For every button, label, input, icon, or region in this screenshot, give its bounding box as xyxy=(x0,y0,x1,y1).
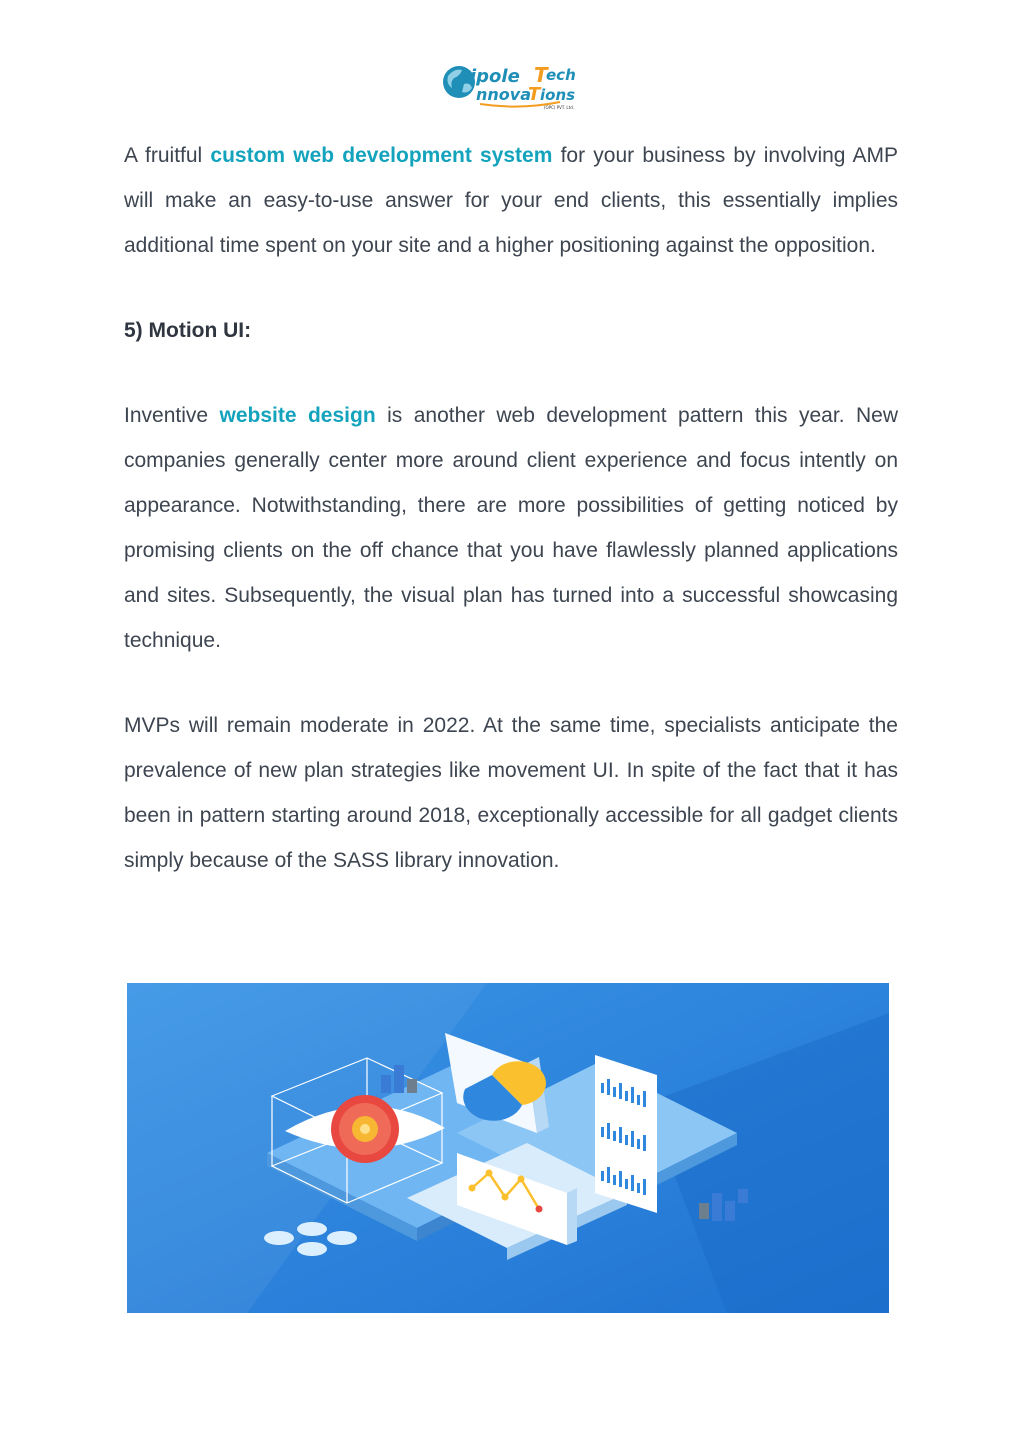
bar-chart-icon xyxy=(595,1055,657,1213)
isometric-dashboard-illustration xyxy=(127,983,889,1313)
svg-text:nnova: nnova xyxy=(476,85,531,104)
svg-text:ipole: ipole xyxy=(470,66,520,87)
motion-ui-illustration xyxy=(127,983,889,1313)
mvp-paragraph: MVPs will remain moderate in 2022. At the same time, specialists anticipate the prevalence of new plan strategies like movement UI. In spite of the fact that it has been in pattern starting around 2018, exceptionally accessible for all gadget clients simply because of the SASS library innovation. xyxy=(124,714,898,872)
intro-text-start: A fruitful xyxy=(124,144,211,167)
section-heading: 5) Motion UI: xyxy=(124,319,252,342)
svg-text:(OPC) PVT. Ltd.: (OPC) PVT. Ltd. xyxy=(544,105,575,110)
company-logo xyxy=(440,58,584,112)
svg-text:T: T xyxy=(528,84,541,105)
custom-web-development-link[interactable]: custom web development system xyxy=(210,144,553,167)
globe-icon xyxy=(440,58,584,112)
motion-ui-paragraph xyxy=(124,393,898,663)
svg-text:ech: ech xyxy=(546,66,576,84)
article-body xyxy=(124,133,898,923)
svg-text:T: T xyxy=(534,63,548,87)
motion-text-start: Inventive xyxy=(124,404,220,427)
motion-text-end: is another web development pattern this year. New companies generally center more around client experience and focus intently on appearance. Notwithstanding, there are more possibilities of getting noticed by promising clients on the off chance that you have flawlessly planned applications and sites. Subsequently, the visual plan has turned into a successful showcasing technique. xyxy=(124,404,898,652)
intro-paragraph xyxy=(124,133,898,268)
website-design-link[interactable]: website design xyxy=(219,404,376,427)
svg-text:ions: ions xyxy=(540,86,576,104)
intro-text-end: for your business by involving AMP will make an easy-to-use answer for your end clients, this essentially implies additional time spent on your site and a higher positioning against the opposition. xyxy=(124,144,898,257)
